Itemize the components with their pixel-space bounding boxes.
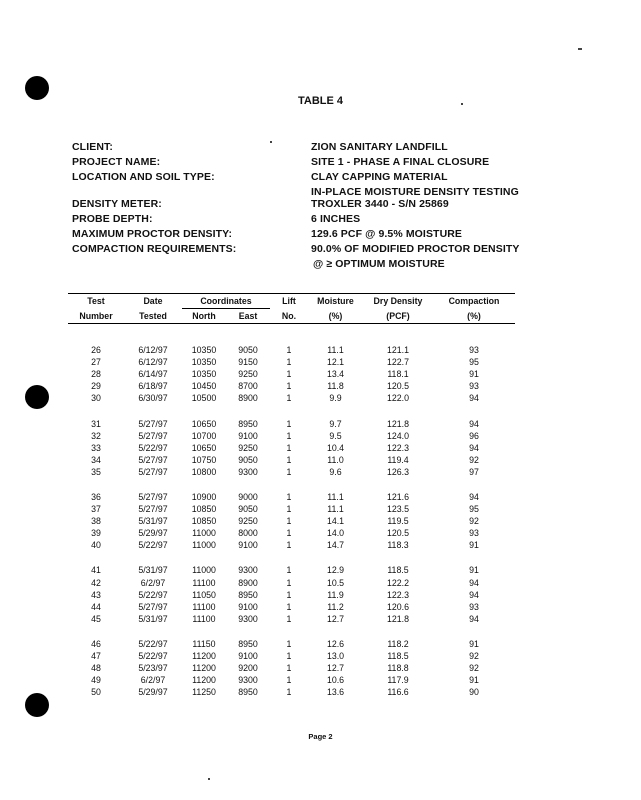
cell-north: 10350 xyxy=(191,369,217,380)
table-row xyxy=(68,368,515,380)
cell-lift-no: 1 xyxy=(286,687,292,698)
cell-date-tested: 5/22/97 xyxy=(138,589,168,600)
cell-compaction: 94 xyxy=(469,577,479,588)
cell-date-tested: 6/18/97 xyxy=(138,381,168,392)
col-test-subheader: Number xyxy=(68,309,124,324)
group-separator xyxy=(68,625,515,638)
cell-lift-no: 1 xyxy=(286,430,292,441)
cell-dry-density: 122.3 xyxy=(386,589,409,600)
cell-north: 10650 xyxy=(191,418,217,429)
cell-dry-density: 119.4 xyxy=(387,454,409,465)
cell-date-tested: 5/22/97 xyxy=(138,638,168,649)
group-separator xyxy=(68,478,515,491)
cell-dry-density: 118.8 xyxy=(387,663,409,674)
cell-north: 10450 xyxy=(191,381,217,392)
table-row xyxy=(68,344,515,356)
cell-dry-density: 124.0 xyxy=(386,430,409,441)
cell-test-number: 47 xyxy=(91,651,101,662)
cell-east: 8900 xyxy=(238,393,258,404)
table-row xyxy=(68,356,515,368)
cell-date-tested: 5/22/97 xyxy=(138,651,168,662)
info-value: ZION SANITARY LANDFILL xyxy=(311,141,448,153)
cell-north: 11100 xyxy=(192,601,216,612)
cell-north: 10350 xyxy=(191,345,217,356)
cell-test-number: 44 xyxy=(91,601,101,612)
cell-test-number: 37 xyxy=(91,504,101,515)
col-compaction-header: Compaction xyxy=(433,294,515,309)
cell-compaction: 91 xyxy=(469,638,479,649)
cell-test-number: 50 xyxy=(91,687,101,698)
cell-east: 8950 xyxy=(238,638,258,649)
cell-test-number: 28 xyxy=(91,369,101,380)
cell-dry-density: 118.3 xyxy=(387,540,409,551)
cell-date-tested: 6/2/97 xyxy=(140,577,166,588)
cell-lift-no: 1 xyxy=(286,601,292,612)
cell-date-tested: 5/22/97 xyxy=(138,442,168,453)
cell-date-tested: 5/31/97 xyxy=(138,516,168,527)
table-row xyxy=(68,466,515,478)
cell-east: 9000 xyxy=(238,491,258,502)
cell-compaction: 95 xyxy=(469,357,479,368)
cell-date-tested: 5/31/97 xyxy=(138,613,168,624)
cell-moisture: 11.2 xyxy=(327,601,344,612)
cell-moisture: 11.1 xyxy=(327,345,344,356)
col-moisture-subheader: (%) xyxy=(308,309,363,324)
info-value: 129.6 PCF @ 9.5% MOISTURE xyxy=(311,228,463,240)
cell-moisture: 13.0 xyxy=(326,651,345,662)
info-label: MAXIMUM PROCTOR DENSITY: xyxy=(72,228,233,240)
col-moisture-header: Moisture xyxy=(308,294,363,309)
cell-moisture: 10.4 xyxy=(326,442,345,453)
cell-compaction: 91 xyxy=(469,540,479,551)
cell-moisture: 12.1 xyxy=(326,357,345,368)
table-body xyxy=(68,324,515,699)
info-value: 6 INCHES xyxy=(311,213,361,225)
cell-compaction: 93 xyxy=(469,381,479,392)
table-row xyxy=(68,601,515,613)
cell-test-number: 42 xyxy=(91,577,101,588)
cell-compaction: 94 xyxy=(469,491,479,502)
info-label: PROBE DEPTH: xyxy=(72,213,153,225)
cell-east: 9150 xyxy=(238,357,258,368)
col-dry-density-header: Dry Density xyxy=(363,294,433,309)
cell-dry-density: 122.7 xyxy=(386,357,409,368)
page-number: Page 2 xyxy=(308,732,333,741)
cell-moisture: 12.9 xyxy=(326,565,345,576)
cell-compaction: 94 xyxy=(469,418,479,429)
cell-lift-no: 1 xyxy=(286,369,292,380)
group-separator xyxy=(68,551,515,564)
cell-moisture: 11.8 xyxy=(327,381,344,392)
cell-date-tested: 6/12/97 xyxy=(138,345,168,356)
cell-dry-density: 126.3 xyxy=(386,466,409,477)
cell-compaction: 92 xyxy=(469,651,479,662)
table-row xyxy=(68,491,515,503)
table-row xyxy=(68,650,515,662)
cell-dry-density: 120.6 xyxy=(386,601,409,612)
cell-lift-no: 1 xyxy=(286,357,292,368)
group-separator xyxy=(68,404,515,417)
cell-lift-no: 1 xyxy=(286,504,292,515)
cell-moisture: 12.7 xyxy=(326,613,345,624)
cell-test-number: 36 xyxy=(91,491,101,502)
cell-dry-density: 122.3 xyxy=(386,442,409,453)
cell-dry-density: 121.8 xyxy=(386,418,409,429)
cell-moisture: 13.4 xyxy=(326,369,345,380)
cell-moisture: 12.7 xyxy=(326,663,345,674)
cell-date-tested: 5/23/97 xyxy=(138,663,168,674)
table-row xyxy=(68,539,515,551)
cell-test-number: 30 xyxy=(91,393,101,404)
cell-compaction: 90 xyxy=(469,687,479,698)
cell-north: 11150 xyxy=(192,638,216,649)
cell-compaction: 94 xyxy=(469,442,479,453)
cell-dry-density: 118.5 xyxy=(387,565,409,576)
cell-east: 9250 xyxy=(238,369,258,380)
col-test-header: Test xyxy=(68,294,124,309)
info-value: TROXLER 3440 - S/N 25869 xyxy=(311,198,449,210)
cell-north: 11100 xyxy=(192,613,216,624)
table-row xyxy=(68,527,515,539)
cell-moisture: 9.6 xyxy=(329,466,342,477)
cell-date-tested: 6/2/97 xyxy=(140,675,166,686)
col-date-subheader: Tested xyxy=(124,309,182,324)
cell-dry-density: 121.1 xyxy=(386,345,409,356)
cell-test-number: 40 xyxy=(91,540,101,551)
cell-moisture: 11.1 xyxy=(327,504,344,515)
cell-east: 9250 xyxy=(238,442,258,453)
scan-speck xyxy=(208,778,210,780)
cell-dry-density: 118.2 xyxy=(387,638,409,649)
cell-compaction: 93 xyxy=(469,528,479,539)
table-row xyxy=(68,564,515,576)
cell-east: 9100 xyxy=(238,430,258,441)
cell-lift-no: 1 xyxy=(286,442,292,453)
cell-compaction: 94 xyxy=(469,613,479,624)
table-row xyxy=(68,430,515,442)
table-row xyxy=(68,392,515,404)
col-lift-subheader: No. xyxy=(270,309,308,324)
table-row xyxy=(68,638,515,650)
cell-north: 11050 xyxy=(192,589,216,600)
cell-lift-no: 1 xyxy=(286,675,292,686)
cell-date-tested: 6/12/97 xyxy=(138,357,168,368)
table-row xyxy=(68,577,515,589)
cell-date-tested: 6/14/97 xyxy=(138,369,168,380)
cell-moisture: 11.0 xyxy=(327,454,344,465)
col-lift-header: Lift xyxy=(270,294,308,309)
cell-test-number: 45 xyxy=(91,613,101,624)
cell-lift-no: 1 xyxy=(286,613,292,624)
cell-compaction: 91 xyxy=(469,675,479,686)
cell-east: 9050 xyxy=(238,345,258,356)
cell-test-number: 38 xyxy=(91,516,101,527)
cell-date-tested: 5/31/97 xyxy=(138,565,168,576)
cell-test-number: 32 xyxy=(91,430,101,441)
cell-dry-density: 121.8 xyxy=(386,613,409,624)
col-north-subheader: North xyxy=(182,309,226,324)
col-east-subheader: East xyxy=(226,309,270,324)
cell-north: 10500 xyxy=(191,393,217,404)
cell-test-number: 49 xyxy=(91,675,101,686)
table-row xyxy=(68,417,515,429)
cell-moisture: 14.0 xyxy=(326,528,345,539)
cell-north: 10900 xyxy=(191,491,217,502)
col-compaction-subheader: (%) xyxy=(433,309,515,324)
cell-north: 11000 xyxy=(192,528,216,539)
cell-lift-no: 1 xyxy=(286,345,292,356)
cell-test-number: 27 xyxy=(91,357,101,368)
cell-east: 8950 xyxy=(238,687,258,698)
cell-lift-no: 1 xyxy=(286,491,292,502)
table-row xyxy=(68,503,515,515)
cell-lift-no: 1 xyxy=(286,466,292,477)
cell-lift-no: 1 xyxy=(286,638,292,649)
table-row xyxy=(68,515,515,527)
cell-east: 8700 xyxy=(238,381,258,392)
cell-compaction: 94 xyxy=(469,589,479,600)
info-value: 90.0% OF MODIFIED PROCTOR DENSITY xyxy=(311,243,520,255)
col-coordinates-header: Coordinates xyxy=(182,294,270,309)
info-value: CLAY CAPPING MATERIAL xyxy=(311,171,448,183)
cell-lift-no: 1 xyxy=(286,393,292,404)
cell-test-number: 43 xyxy=(91,589,101,600)
cell-date-tested: 5/29/97 xyxy=(138,687,168,698)
cell-compaction: 95 xyxy=(469,504,479,515)
cell-date-tested: 5/27/97 xyxy=(138,491,168,502)
cell-lift-no: 1 xyxy=(286,540,292,551)
cell-compaction: 96 xyxy=(469,430,479,441)
table-row xyxy=(68,589,515,601)
table-row xyxy=(68,674,515,686)
cell-north: 11000 xyxy=(192,565,216,576)
table-title: TABLE 4 xyxy=(297,95,344,107)
cell-north: 11200 xyxy=(192,651,216,662)
cell-moisture: 9.5 xyxy=(329,430,342,441)
cell-east: 9050 xyxy=(238,504,258,515)
cell-lift-no: 1 xyxy=(286,651,292,662)
cell-moisture: 12.6 xyxy=(326,638,345,649)
cell-east: 8950 xyxy=(238,589,258,600)
cell-east: 9100 xyxy=(238,651,258,662)
cell-compaction: 91 xyxy=(469,565,479,576)
cell-east: 9300 xyxy=(238,675,258,686)
cell-lift-no: 1 xyxy=(286,565,292,576)
cell-east: 8950 xyxy=(238,418,258,429)
cell-north: 10850 xyxy=(191,516,217,527)
cell-date-tested: 5/29/97 xyxy=(138,528,168,539)
table-row xyxy=(68,454,515,466)
cell-dry-density: 119.5 xyxy=(387,516,409,527)
cell-north: 11100 xyxy=(192,577,216,588)
cell-test-number: 46 xyxy=(91,638,101,649)
binder-hole-2 xyxy=(25,385,49,409)
cell-compaction: 92 xyxy=(469,454,479,465)
binder-hole-3 xyxy=(25,693,49,717)
cell-north: 10700 xyxy=(191,430,217,441)
cell-east: 8000 xyxy=(238,528,258,539)
col-date-header: Date xyxy=(124,294,182,309)
cell-test-number: 48 xyxy=(91,663,101,674)
cell-test-number: 31 xyxy=(91,418,101,429)
cell-test-number: 34 xyxy=(91,454,101,465)
cell-moisture: 10.5 xyxy=(326,577,345,588)
cell-test-number: 29 xyxy=(91,381,101,392)
info-label: LOCATION AND SOIL TYPE: xyxy=(72,171,215,183)
cell-moisture: 9.9 xyxy=(329,393,342,404)
cell-compaction: 93 xyxy=(469,345,479,356)
cell-compaction: 93 xyxy=(469,601,479,612)
cell-north: 10750 xyxy=(191,454,217,465)
cell-moisture: 14.1 xyxy=(326,516,345,527)
info-label: DENSITY METER: xyxy=(72,198,162,210)
cell-compaction: 91 xyxy=(469,369,479,380)
table-spacer xyxy=(68,324,515,345)
cell-date-tested: 5/22/97 xyxy=(138,540,168,551)
cell-moisture: 13.6 xyxy=(326,687,345,698)
cell-dry-density: 116.6 xyxy=(387,687,409,698)
cell-east: 9250 xyxy=(238,516,258,527)
cell-moisture: 9.7 xyxy=(329,418,342,429)
cell-dry-density: 117.9 xyxy=(387,675,409,686)
info-value: @ ≥ OPTIMUM MOISTURE xyxy=(313,258,445,270)
cell-east: 9050 xyxy=(238,454,258,465)
table-row xyxy=(68,686,515,698)
info-label: PROJECT NAME: xyxy=(72,156,161,168)
scan-speck xyxy=(270,141,272,143)
cell-compaction: 92 xyxy=(469,663,479,674)
cell-north: 10800 xyxy=(191,466,217,477)
cell-date-tested: 5/27/97 xyxy=(138,454,168,465)
cell-compaction: 97 xyxy=(469,466,479,477)
table-row xyxy=(68,380,515,392)
info-value: IN-PLACE MOISTURE DENSITY TESTING xyxy=(311,186,519,198)
cell-dry-density: 118.1 xyxy=(387,369,409,380)
cell-moisture: 11.9 xyxy=(327,589,344,600)
table-row xyxy=(68,662,515,674)
cell-moisture: 14.7 xyxy=(326,540,345,551)
cell-moisture: 10.6 xyxy=(326,675,345,686)
cell-lift-no: 1 xyxy=(286,454,292,465)
cell-dry-density: 118.5 xyxy=(387,651,409,662)
cell-dry-density: 122.2 xyxy=(386,577,409,588)
cell-east: 9100 xyxy=(238,601,258,612)
cell-date-tested: 5/27/97 xyxy=(138,466,168,477)
cell-east: 9200 xyxy=(238,663,258,674)
cell-compaction: 94 xyxy=(469,393,479,404)
cell-date-tested: 5/27/97 xyxy=(138,601,168,612)
cell-test-number: 33 xyxy=(91,442,101,453)
cell-dry-density: 120.5 xyxy=(386,528,409,539)
info-label: COMPACTION REQUIREMENTS: xyxy=(72,243,237,255)
cell-date-tested: 6/30/97 xyxy=(138,393,168,404)
cell-east: 9100 xyxy=(238,540,258,551)
cell-dry-density: 122.0 xyxy=(386,393,409,404)
cell-north: 11000 xyxy=(192,540,216,551)
cell-test-number: 41 xyxy=(91,565,101,576)
cell-lift-no: 1 xyxy=(286,516,292,527)
density-test-table xyxy=(68,293,515,698)
cell-dry-density: 123.5 xyxy=(386,504,409,515)
cell-compaction: 92 xyxy=(469,516,479,527)
cell-north: 10650 xyxy=(191,442,217,453)
cell-north: 10850 xyxy=(191,504,217,515)
cell-dry-density: 120.5 xyxy=(386,381,409,392)
table-row xyxy=(68,613,515,625)
cell-lift-no: 1 xyxy=(286,663,292,674)
cell-date-tested: 5/27/97 xyxy=(138,418,168,429)
cell-test-number: 39 xyxy=(91,528,101,539)
cell-lift-no: 1 xyxy=(286,381,292,392)
cell-test-number: 35 xyxy=(91,466,101,477)
cell-east: 9300 xyxy=(238,613,258,624)
cell-lift-no: 1 xyxy=(286,418,292,429)
cell-date-tested: 5/27/97 xyxy=(138,504,168,515)
table-row xyxy=(68,442,515,454)
cell-lift-no: 1 xyxy=(286,528,292,539)
cell-date-tested: 5/27/97 xyxy=(138,430,168,441)
cell-north: 11200 xyxy=(192,675,216,686)
cell-north: 10350 xyxy=(191,357,217,368)
cell-east: 8900 xyxy=(238,577,258,588)
info-value: SITE 1 - PHASE A FINAL CLOSURE xyxy=(311,156,490,168)
col-dry-density-subheader: (PCF) xyxy=(363,309,433,324)
cell-lift-no: 1 xyxy=(286,589,292,600)
cell-dry-density: 121.6 xyxy=(386,491,409,502)
cell-test-number: 26 xyxy=(91,345,101,356)
cell-moisture: 11.1 xyxy=(327,491,344,502)
scan-speck xyxy=(578,48,582,50)
cell-lift-no: 1 xyxy=(286,577,292,588)
cell-east: 9300 xyxy=(238,565,258,576)
cell-north: 11200 xyxy=(192,663,216,674)
info-label: CLIENT: xyxy=(72,141,113,153)
cell-east: 9300 xyxy=(238,466,258,477)
cell-north: 11250 xyxy=(192,687,216,698)
